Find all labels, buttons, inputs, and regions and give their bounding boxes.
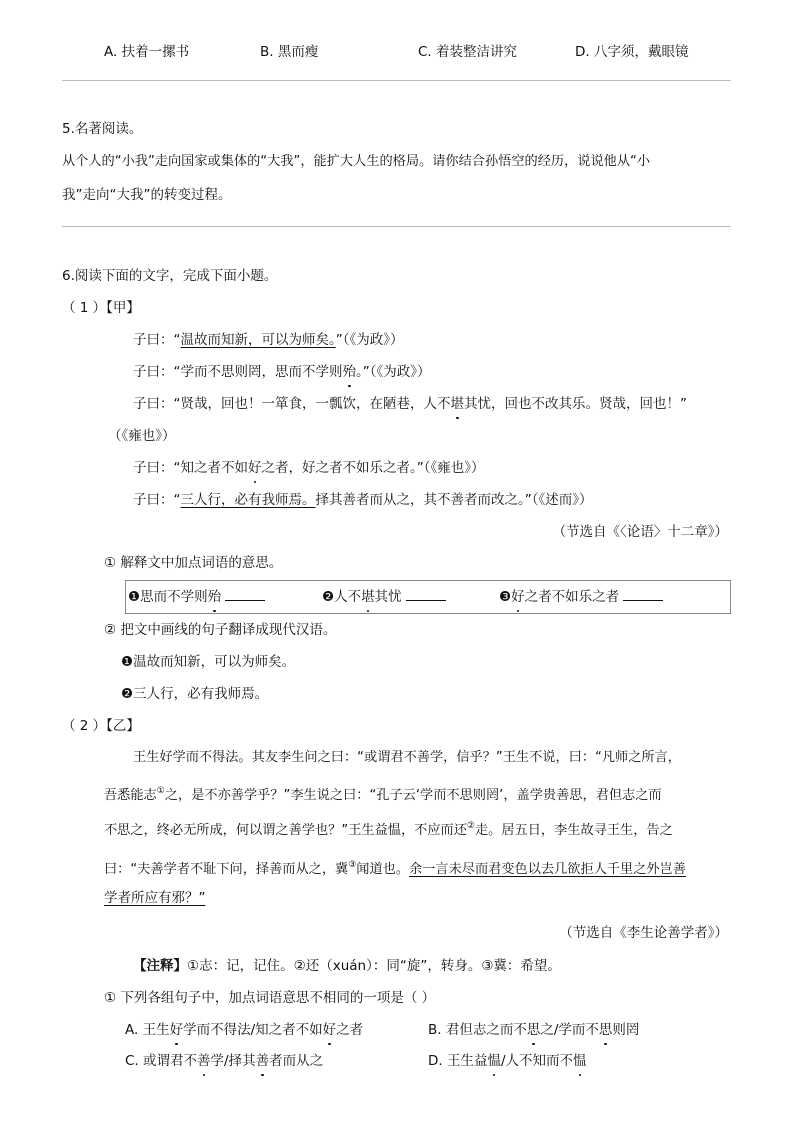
yi-source: （节选自《李生论善学者》） <box>559 925 728 941</box>
mc-option-d[interactable]: D. 王生益愠/人不知而不愠 <box>428 1053 587 1069</box>
answer-line <box>62 226 731 227</box>
box-item-3: ❸好之者不如乐之者 <box>499 587 663 607</box>
underlined-sentence: 学者所应有邪？” <box>104 890 206 906</box>
dotted-word: 思 <box>598 1022 613 1038</box>
annotation-notes: 【注释】①志：记，记住。②还（xuán）：同“旋”，转身。③冀：希望。 <box>133 958 561 974</box>
yi-line-1: 王生好学而不得法。其友李生问之曰：“或谓君不善学，信乎？”王生不说，曰：“凡师之所言， <box>133 750 681 765</box>
sub-question-2: ② 把文中画线的句子翻译成现代汉语。 <box>104 622 337 638</box>
footnote-marker: ③ <box>348 860 357 870</box>
dotted-word: 堪 <box>361 589 375 605</box>
yi-line-3: 不思之，终必无所成，何以谓之善学也？”王生益愠，不应而还②走。居五日，李生故寻王生，告之 <box>104 821 673 838</box>
jia-line-2: 子曰：“学而不思则罔，思而不学则殆。”（《为政》） <box>133 364 431 380</box>
footnote-marker: ① <box>156 786 165 796</box>
dotted-word: 思 <box>526 1022 541 1038</box>
jia-source: （节选自《〈论语〉十二章》） <box>552 524 728 540</box>
q4-option-c: C. 着装整洁讲究 <box>418 44 518 60</box>
jia-line-3: 子曰：“贤哉，回也！一箪食，一瓢饮，在陋巷，人不堪其忧，回也不改其乐。贤哉，回也！” <box>133 396 687 412</box>
translate-item-1: ❶温故而知新，可以为师矣。 <box>121 654 296 670</box>
dotted-word: 愠 <box>573 1053 587 1069</box>
mc-option-b[interactable]: B. 君但志之而不思之/学而不思则罔 <box>428 1022 640 1038</box>
box-item-2: ❷人不堪其忧 <box>322 587 446 607</box>
q6-title: 6.阅读下面的文字，完成下面小题。 <box>62 268 278 284</box>
answer-blank[interactable] <box>623 587 663 601</box>
dotted-word: 殆 <box>342 364 356 380</box>
underlined-sentence: 三人行，必有我师焉。 <box>180 492 316 508</box>
q5-text-line1: 从个人的“小我”走向国家或集体的“大我”，能扩大人生的格局。请你结合孙悟空的经历，说说他从“小 <box>62 154 651 169</box>
dotted-word: 好 <box>248 460 262 476</box>
dotted-word: 愠 <box>487 1053 501 1069</box>
q6-part1-heading: （ 1 ）【甲】 <box>62 300 140 316</box>
q5-title: 5.名著阅读。 <box>62 121 143 137</box>
jia-line-3-source: （《雍也》） <box>108 428 176 444</box>
box-item-1: ❶思而不学则殆 <box>128 587 265 607</box>
q5-text-line2: 我”走向“大我”的转变过程。 <box>62 187 232 203</box>
answer-blank[interactable] <box>225 587 265 601</box>
yi-line-4: 曰：“夫善学者不耻下问，择善而从之，冀③闻道也。余一言未尽而君变色以去几欲拒人千里之外岂善 <box>104 860 686 877</box>
notes-label: 【注释】 <box>133 958 187 974</box>
dotted-word: 好 <box>511 589 525 605</box>
translate-item-2: ❷三人行，必有我师焉。 <box>121 686 269 702</box>
q4-option-a: A. 扶着一摞书 <box>104 44 190 60</box>
yi-line-5 <box>104 888 206 908</box>
underlined-sentence: 余一言未尽而君变色以去几欲拒人千里之外岂善 <box>409 862 686 877</box>
dotted-word: 好 <box>322 1022 337 1038</box>
underlined-sentence: 温故而知新，可以为师矣。 <box>180 332 336 348</box>
answer-blank[interactable] <box>406 587 446 601</box>
yi-line-2: 吾悉能志①之，是不亦善学乎？”李生说之曰：“孔子云‘学而不思则罔’，盖学贵善思，君但志之而 <box>104 786 662 803</box>
mc-option-a[interactable]: A. 王生好学而不得法/知之者不如好之者 <box>125 1022 364 1038</box>
q4-option-d: D. 八字须，戴眼镜 <box>575 44 689 60</box>
q6-part2-heading: （ 2 ）【乙】 <box>62 718 140 734</box>
jia-line-5: 子曰：“三人行，必有我师焉。择其善者而从之，其不善者而改之。”（《述而》） <box>133 492 593 508</box>
dotted-word: 堪 <box>450 396 464 412</box>
mc-option-c[interactable]: C. 或谓君不善学/择其善者而从之 <box>125 1053 324 1069</box>
dotted-word: 好 <box>169 1022 184 1038</box>
jia-line-1: 子曰：“温故而知新，可以为师矣。”（《为政》） <box>133 332 404 348</box>
footnote-marker: ② <box>466 821 475 831</box>
dotted-word: 殆 <box>207 589 222 605</box>
dotted-word: 善 <box>197 1053 211 1069</box>
jia-line-4: 子曰：“知之者不如好之者，好之者不如乐之者。”（《雍也》） <box>133 460 485 476</box>
q4-option-b: B. 黑而瘦 <box>260 44 319 60</box>
sub-question-3: ① 下列各组句子中，加点词语意思不相同的一项是（ ） <box>104 990 436 1006</box>
sub-question-1: ① 解释文中加点词语的意思。 <box>104 555 283 571</box>
dotted-word: 善 <box>255 1053 270 1069</box>
answer-line <box>62 80 731 81</box>
